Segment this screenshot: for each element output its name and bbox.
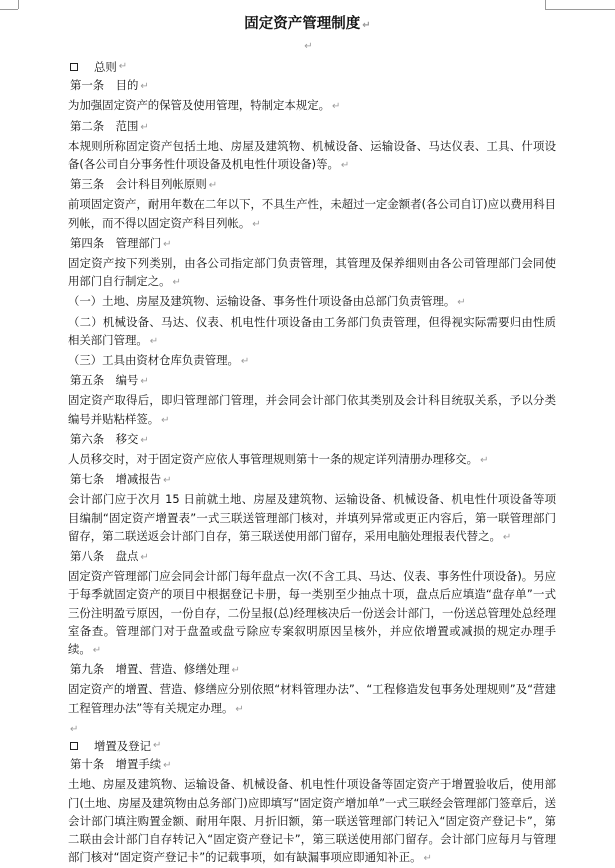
article-text-span: 为加强固定资产的保管及使用管理，特制定本规定。 <box>68 98 330 113</box>
article-label: 第五条 <box>70 373 105 388</box>
paragraph-mark-icon: ↵ <box>240 356 250 368</box>
list-item-text: （二）机械设备、马达、仪表、机电性什项设备由工务部门负责管理，但得视实际需要归由性质相关部门管理。 <box>68 314 556 347</box>
article-label: 第九条 <box>70 662 105 677</box>
paragraph-mark-icon: ↵ <box>362 20 371 31</box>
article-text[interactable] <box>68 450 556 470</box>
article-text-span: 固定资产按下列类别，由各公司指定部门负责管理，其管理及保养细则由各公司管理部门会同使用部门自行制定之。 <box>68 256 556 289</box>
article-name: 增置、营造、修缮处理 <box>115 662 230 677</box>
article-text[interactable] <box>68 96 556 116</box>
paragraph-mark-icon: ↵ <box>340 160 350 171</box>
square-bullet-icon <box>70 63 78 71</box>
paragraph-mark-icon: ↵ <box>118 61 128 72</box>
paragraph-mark-icon: ↵ <box>152 740 162 752</box>
paragraph-mark-icon: ↵ <box>140 552 149 564</box>
article-text[interactable] <box>68 391 556 429</box>
paragraph-mark-icon: ↵ <box>235 703 244 715</box>
article-text[interactable] <box>68 775 556 868</box>
paragraph-mark-icon: ↵ <box>163 475 172 487</box>
article-name: 增减报告 <box>115 472 162 487</box>
paragraph-mark-icon: ↵ <box>423 853 432 865</box>
list-item-text: （三）工具由资材仓库负责管理。 <box>68 353 239 368</box>
article-name: 目的 <box>115 78 139 93</box>
article-label: 第六条 <box>70 431 105 446</box>
article-text-span: 前项固定资产，耐用年数在二年以下，不具生产性，未超过一定金额者(各公司自订)应以费用科目列帐，而不得以固定资产科目列帐。 <box>68 197 556 230</box>
crop-mark-top-right <box>545 0 556 9</box>
paragraph-mark-icon: ↵ <box>163 760 172 772</box>
article-heading[interactable] <box>68 234 556 254</box>
document-body[interactable] <box>68 58 556 868</box>
list-item[interactable] <box>68 351 556 371</box>
paragraph-mark-icon: ↵ <box>304 41 313 52</box>
list-item[interactable] <box>68 292 556 312</box>
paragraph-mark-icon: ↵ <box>252 218 261 230</box>
paragraph-mark-icon: ↵ <box>140 121 149 133</box>
article-name: 范围 <box>115 118 139 133</box>
article-heading[interactable] <box>68 547 556 567</box>
paragraph-mark-icon: ↵ <box>149 335 159 347</box>
paragraph-mark-icon: ↵ <box>92 645 102 657</box>
paragraph-mark-icon: ↵ <box>172 277 181 289</box>
article-text[interactable] <box>68 680 556 718</box>
article-heading[interactable] <box>68 660 556 680</box>
article-label: 第一条 <box>70 78 105 93</box>
article-text-span: 土地、房屋及建筑物、运输设备、机械设备、机电性什项设备等固定资产于增置验收后，使用部门(土地、房屋及建筑物由总务部门)应即填写“固定资产增加单”一式三联经会管理部门签章后，送会计部门填注购置金额、耐用年限、月折旧额，第一联送管理部门转记入“固定资产登记卡”，第二联由会计部门自存转记入“固定资产登记卡”，第三联送使用部门留存。会计部门应每月与管理部门核对“固定资产登记卡”的记载事项，如有缺漏事项应即通知补正。 <box>68 777 556 865</box>
paragraph-mark-icon: ↵ <box>480 455 489 467</box>
section-heading-text: 增置及登记 <box>94 739 151 754</box>
article-name: 盘点 <box>115 549 139 564</box>
square-bullet-icon <box>70 742 78 750</box>
article-name: 移交 <box>115 431 139 446</box>
crop-mark-top-left <box>8 0 19 9</box>
paragraph-mark-icon: ↵ <box>70 723 79 735</box>
paragraph-mark-icon: ↵ <box>163 238 172 250</box>
list-item-text: （一）土地、房屋及建筑物、运输设备、事务性什项设备由总部门负责管理。 <box>68 294 456 309</box>
article-label: 第七条 <box>70 472 105 487</box>
list-item[interactable] <box>68 313 556 351</box>
paragraph-mark-icon: ↵ <box>457 297 466 309</box>
article-heading[interactable] <box>68 371 556 391</box>
article-heading[interactable] <box>68 76 556 96</box>
paragraph-mark-icon: ↵ <box>502 531 512 543</box>
article-text-span: 本规则所称固定资产包括土地、房屋及建筑物、机械设备、运输设备、马达仪表、工具、什项设备(各公司自分事务性什项设备及机电性什项设备)等。 <box>68 138 556 171</box>
article-label: 第四条 <box>70 235 105 250</box>
article-text-span: 人员移交时，对于固定资产应依人事管理规则第十一条的规定详列清册办理移交。 <box>68 452 479 467</box>
article-name: 编号 <box>115 373 139 388</box>
document-title-text: 固定资产管理制度 <box>244 16 361 32</box>
article-heading[interactable] <box>68 755 556 775</box>
article-heading[interactable] <box>68 430 556 450</box>
crop-mark-top-right-h <box>545 9 615 10</box>
empty-paragraph[interactable] <box>0 36 615 56</box>
article-name: 会计科目列帐原则 <box>115 177 207 192</box>
article-text-span: 会计部门应于次月 15 日前就土地、房屋及建筑物、运输设备、机械设备、机电性什项设备等项目编制“固定资产增置表”一式三联送管理部门核对，并填列异常或更正内容后，第一联管理部门留存，第二联送返会计部门自存，第三联送使用部门留存，采用电脑处理报表代替之。 <box>68 492 556 543</box>
article-label: 第三条 <box>70 177 105 192</box>
section-heading-acquisition[interactable] <box>68 737 556 755</box>
paragraph-mark-icon: ↵ <box>231 665 240 677</box>
article-text-span: 固定资产取得后，即归管理部门管理，并会同会计部门依其类别及会计科目统驭关系，予以分类编号并贴粘样签。 <box>68 393 556 426</box>
article-text[interactable] <box>68 137 556 175</box>
empty-paragraph[interactable] <box>68 719 556 737</box>
paragraph-mark-icon: ↵ <box>140 81 149 93</box>
crop-mark-top-left-h <box>0 9 18 10</box>
section-heading-general[interactable] <box>68 58 556 76</box>
article-text[interactable] <box>68 195 556 233</box>
paragraph-mark-icon: ↵ <box>140 376 149 388</box>
article-label: 第十条 <box>70 757 105 772</box>
article-heading[interactable] <box>68 470 556 490</box>
article-text[interactable] <box>68 567 556 660</box>
article-heading[interactable] <box>68 117 556 137</box>
article-text[interactable] <box>68 254 556 292</box>
article-heading[interactable] <box>68 175 556 195</box>
article-label: 第八条 <box>70 549 105 564</box>
paragraph-mark-icon: ↵ <box>332 101 341 113</box>
paragraph-mark-icon: ↵ <box>208 180 218 192</box>
article-text-span: 固定资产管理部门应会同会计部门每年盘点一次(不含工具、马达、仪表、事务性什项设备)。另应于每季就固定资产的项目中根据登记卡册，每一类别至少抽点十项，盘点后应填造“盘存单”一式三份注明盈亏原因，一份自存，二份呈报(总)经理核决后一份送会计部门，一份送总管理处总经理室备查。管理部门对于盘盈或盘亏除应专案叙明原因呈核外，并应依增置或减损的规定办理手续。 <box>68 569 556 657</box>
paragraph-mark-icon: ↵ <box>161 414 170 426</box>
section-heading-text: 总则 <box>94 60 117 74</box>
article-name: 增置手续 <box>115 757 162 772</box>
article-text-span: 固定资产的增置、营造、修缮应分别依照“材料管理办法”、“工程修造发包事务处理规则”及“营建工程管理办法”等有关规定办理。 <box>68 682 556 715</box>
document-title[interactable] <box>0 14 615 36</box>
article-name: 管理部门 <box>115 235 162 250</box>
article-text[interactable] <box>68 490 556 547</box>
paragraph-mark-icon: ↵ <box>140 434 149 446</box>
article-label: 第二条 <box>70 118 105 133</box>
